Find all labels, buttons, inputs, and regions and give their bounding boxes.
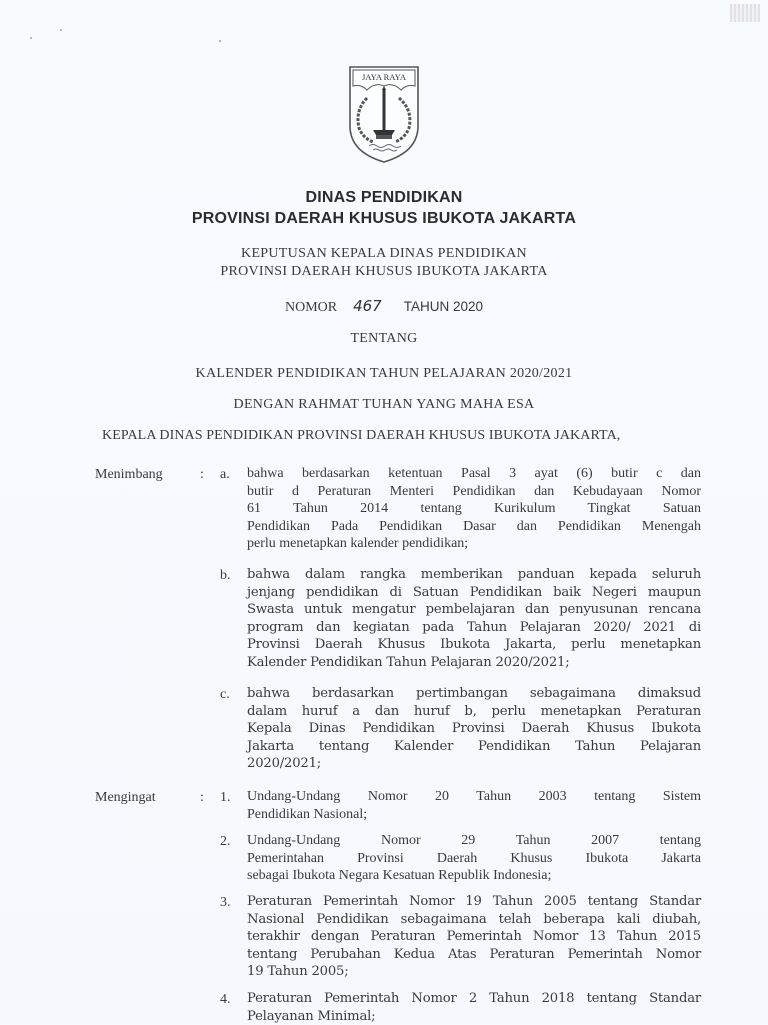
text-line: Kepala Dinas Pendidikan Provinsi Daerah Khusus Ibukota [247,720,701,738]
text-line: Swasta untuk mengatur pembelajaran dan penyusunan rencana [247,601,701,619]
text-line: 2020/2021; [247,755,701,773]
mengingat-item-3 [247,893,701,981]
text-line: Peraturan Pemerintah Nomor 2 Tahun 2018 tentang Standar [247,990,701,1008]
tentang-heading: TENTANG [0,331,768,347]
mengingat-item-1 [247,788,701,823]
text-line: Peraturan Pemerintah Nomor 19 Tahun 2005 tentang Standar [247,893,701,911]
text-line: 19 Tahun 2005; [247,963,701,981]
text-line: jenjang pendidikan di Satuan Pendidikan baik Negeri maupun [247,584,701,602]
decree-subject: KALENDER PENDIDIKAN TAHUN PELAJARAN 2020/2021 [0,366,768,382]
text-line: dalam huruf a dan huruf b, perlu menetapkan Peraturan [247,703,701,721]
decree-number-line [0,297,768,316]
text-line: Jakarta tentang Kalender Pendidikan Tahun Pelajaran [247,738,701,756]
menimbang-item-marker: c. [220,687,230,703]
nomor-label: NOMOR [285,300,337,315]
menimbang-item-marker: b. [220,568,231,584]
text-line: Undang-Undang Nomor 29 Tahun 2007 tentang [247,832,701,850]
scan-speck [30,37,32,39]
menimbang-item-b [247,566,701,671]
scan-speck [60,29,62,31]
mengingat-item-marker: 2. [220,834,231,850]
text-line: Provinsi Daerah Khusus Ibukota Jakarta, perlu menetapkan [247,636,701,654]
decree-title-line-2: PROVINSI DAERAH KHUSUS IBUKOTA JAKARTA [0,264,768,280]
text-line: Pendidikan Nasional; [247,806,701,824]
text-line: Nasional Pendidikan sebagaimana telah beberapa kali diubah, [247,911,701,929]
menimbang-item-a [247,465,701,553]
mengingat-item-marker: 1. [220,790,231,806]
text-line: tentang Perubahan Kedua Atas Peraturan Pemerintah Nomor [247,946,701,964]
text-line: sebagai Ibukota Negara Kesatuan Republik Indonesia; [247,867,701,885]
mengingat-label: Mengingat [95,790,156,806]
tahun-label: TAHUN 2020 [404,299,483,314]
mengingat-colon: : [200,790,204,806]
svg-text:JAYA RAYA: JAYA RAYA [362,72,407,82]
mengingat-item-4 [247,990,701,1025]
mengingat-item-marker: 4. [220,992,231,1008]
text-line: bahwa berdasarkan pertimbangan sebagaimana dimaksud [247,685,701,703]
mengingat-item-2 [247,832,701,885]
text-line: terakhir dengan Peraturan Pemerintah Nomor 13 Tahun 2015 [247,928,701,946]
scan-stamp-mark [730,4,760,22]
menimbang-item-marker: a. [220,467,230,483]
authority-line: KEPALA DINAS PENDIDIKAN PROVINSI DAERAH KHUSUS IBUKOTA JAKARTA, [102,428,620,444]
agency-name-line-2: PROVINSI DAERAH KHUSUS IBUKOTA JAKARTA [0,210,768,228]
blessing-line: DENGAN RAHMAT TUHAN YANG MAHA ESA [0,397,768,413]
text-line: perlu menetapkan kalender pendidikan; [247,535,701,553]
decree-title-line-1: KEPUTUSAN KEPALA DINAS PENDIDIKAN [0,246,768,262]
jakarta-coat-of-arms-icon [347,64,421,164]
text-line: program dan kegiatan pada Tahun Pelajaran 2020/ 2021 di [247,619,701,637]
text-line: Undang-Undang Nomor 20 Tahun 2003 tentang Sistem [247,788,701,806]
scan-speck [219,40,221,42]
text-line: butir d Peraturan Menteri Pendidikan dan Kebudayaan Nomor [247,483,701,501]
text-line: 61 Tahun 2014 tentang Kurikulum Tingkat Satuan [247,500,701,518]
text-line: Kalender Pendidikan Tahun Pelajaran 2020/2021; [247,654,701,672]
nomor-handwritten-value: 467 [353,297,382,315]
text-line: bahwa dalam rangka memberikan panduan kepada seluruh [247,566,701,584]
menimbang-colon: : [200,467,204,483]
text-line: Pemerintahan Provinsi Daerah Khusus Ibukota Jakarta [247,850,701,868]
mengingat-item-marker: 3. [220,895,231,911]
menimbang-label: Menimbang [95,467,163,483]
text-line: bahwa berdasarkan ketentuan Pasal 3 ayat (6) butir c dan [247,465,701,483]
text-line: Pendidikan Pada Pendidikan Dasar dan Pendidikan Menengah [247,518,701,536]
agency-name-line-1: DINAS PENDIDIKAN [0,189,768,207]
menimbang-item-c [247,685,701,773]
text-line: Pelayanan Minimal; [247,1008,701,1025]
